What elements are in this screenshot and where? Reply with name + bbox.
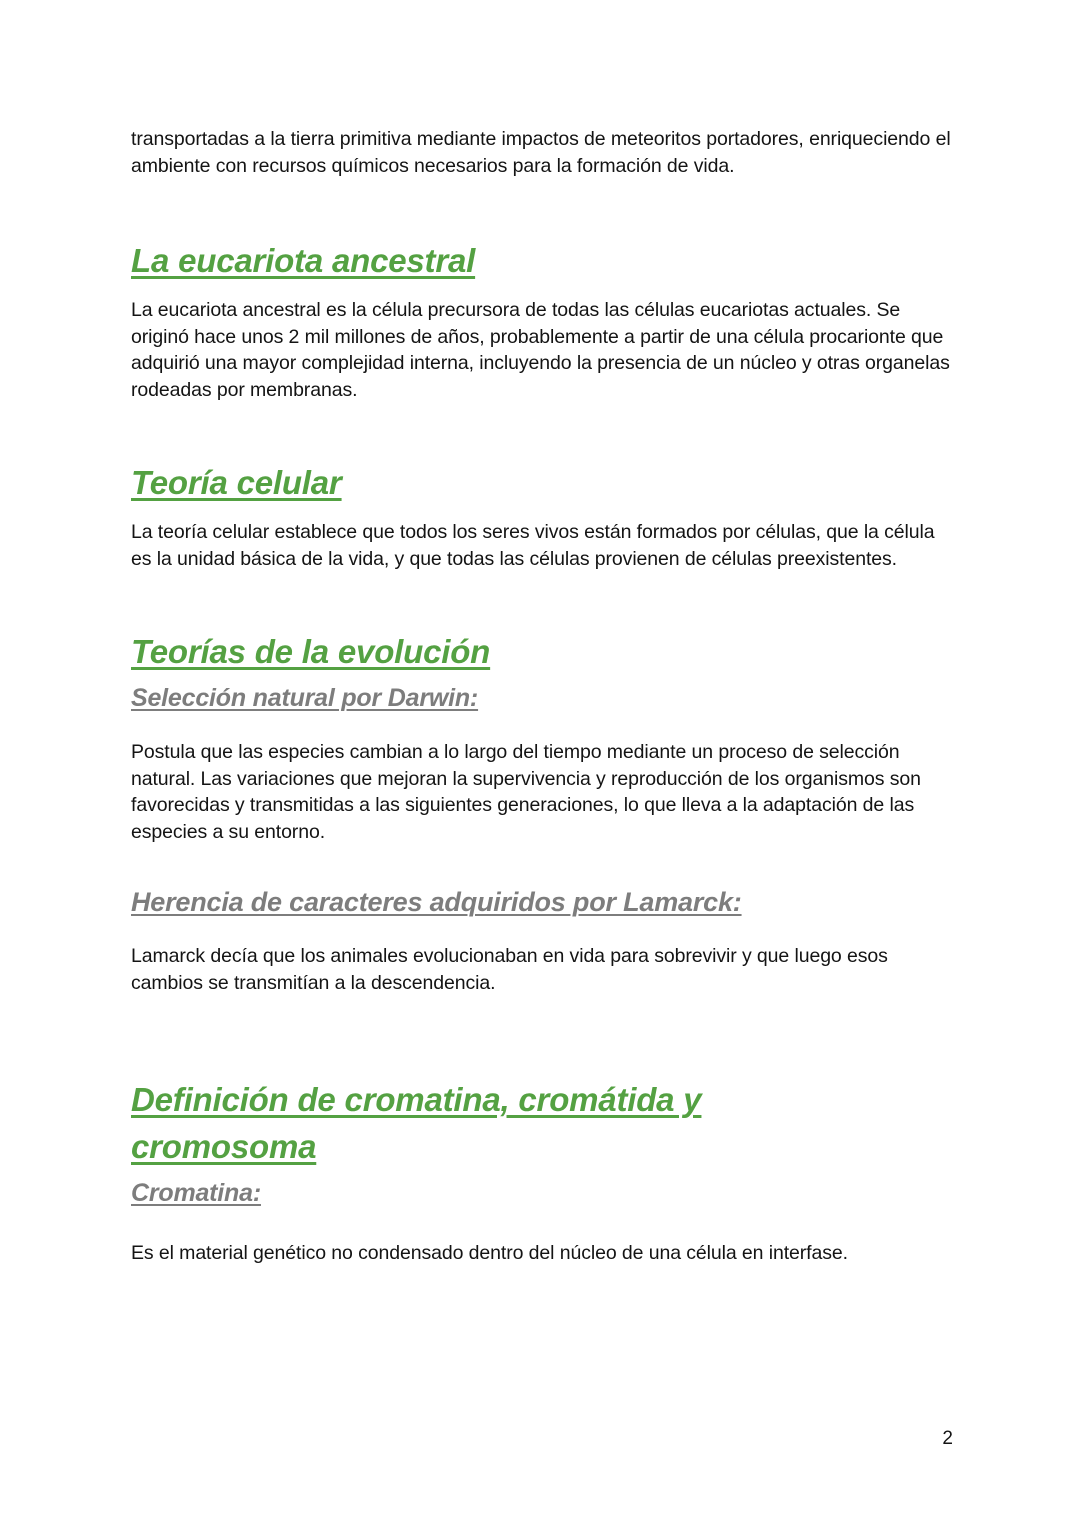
intro-paragraph: transportadas a la tierra primitiva mediante impactos de meteoritos portadores, enriqueciendo el ambiente con recursos químicos necesarios para la formación de vida. — [131, 128, 951, 177]
subsection-heading-herencia-caracteres-lamarck: Herencia de caracteres adquiridos por Lamarck: — [131, 887, 742, 917]
document-body — [131, 126, 953, 1267]
spacer — [131, 845, 953, 885]
section-heading-teorias-de-la-evolucion: Teorías de la evolución — [131, 633, 491, 670]
spacer — [131, 179, 953, 237]
section-heading-definicion-cromatina: Definición de cromatina, cromátida y cromosoma — [131, 1081, 702, 1165]
subsection-paragraph-seleccion-natural-darwin: Postula que las especies cambian a lo largo del tiempo mediante un proceso de selección natural. Las variaciones que mejoran la supervivencia y reproducción de los organismos son favorecidas y transmitidas a las siguientes generaciones, lo que lleva a la adaptación de las especies a su entorno. — [131, 741, 921, 843]
spacer — [131, 919, 953, 943]
section-heading-eucariota-ancestral: La eucariota ancestral — [131, 242, 476, 279]
subheading-wrapper — [131, 1176, 953, 1210]
spacer — [131, 506, 953, 519]
spacer — [131, 572, 953, 628]
section-heading-teoria-celular: Teoría celular — [131, 464, 342, 501]
subsection-heading-seleccion-natural-darwin: Selección natural por Darwin: — [131, 684, 479, 712]
page-number: 2 — [942, 1428, 953, 1449]
spacer — [131, 284, 953, 297]
spacer — [131, 715, 953, 739]
spacer — [131, 1210, 953, 1240]
subsection-heading-cromatina: Cromatina: — [131, 1179, 261, 1207]
spacer — [131, 403, 953, 459]
spacer — [131, 996, 953, 1076]
section-paragraph-eucariota-ancestral: La eucariota ancestral es la célula precursora de todas las células eucariotas actuales. Se originó hace unos 2 mil millones de años, probablemente a partir de una célula procarionte que adquirió una mayor complejidad interna, incluyendo la presencia de un núcleo y otras organelas rodeadas por membranas. — [131, 299, 950, 401]
subsection-paragraph-cromatina: Es el material genético no condensado dentro del núcleo de una célula en interfase. — [131, 1242, 848, 1264]
subheading-wrapper — [131, 885, 953, 919]
section-paragraph-teoria-celular: La teoría celular establece que todos los seres vivos están formados por células, que la célula es la unidad básica de la vida, y que todas las células provienen de células preexistentes. — [131, 521, 935, 570]
subsection-paragraph-herencia-caracteres-lamarck: Lamarck decía que los animales evolucionaban en vida para sobrevivir y que luego esos cambios se transmitían a la descendencia. — [131, 945, 888, 994]
subheading-wrapper — [131, 681, 953, 715]
